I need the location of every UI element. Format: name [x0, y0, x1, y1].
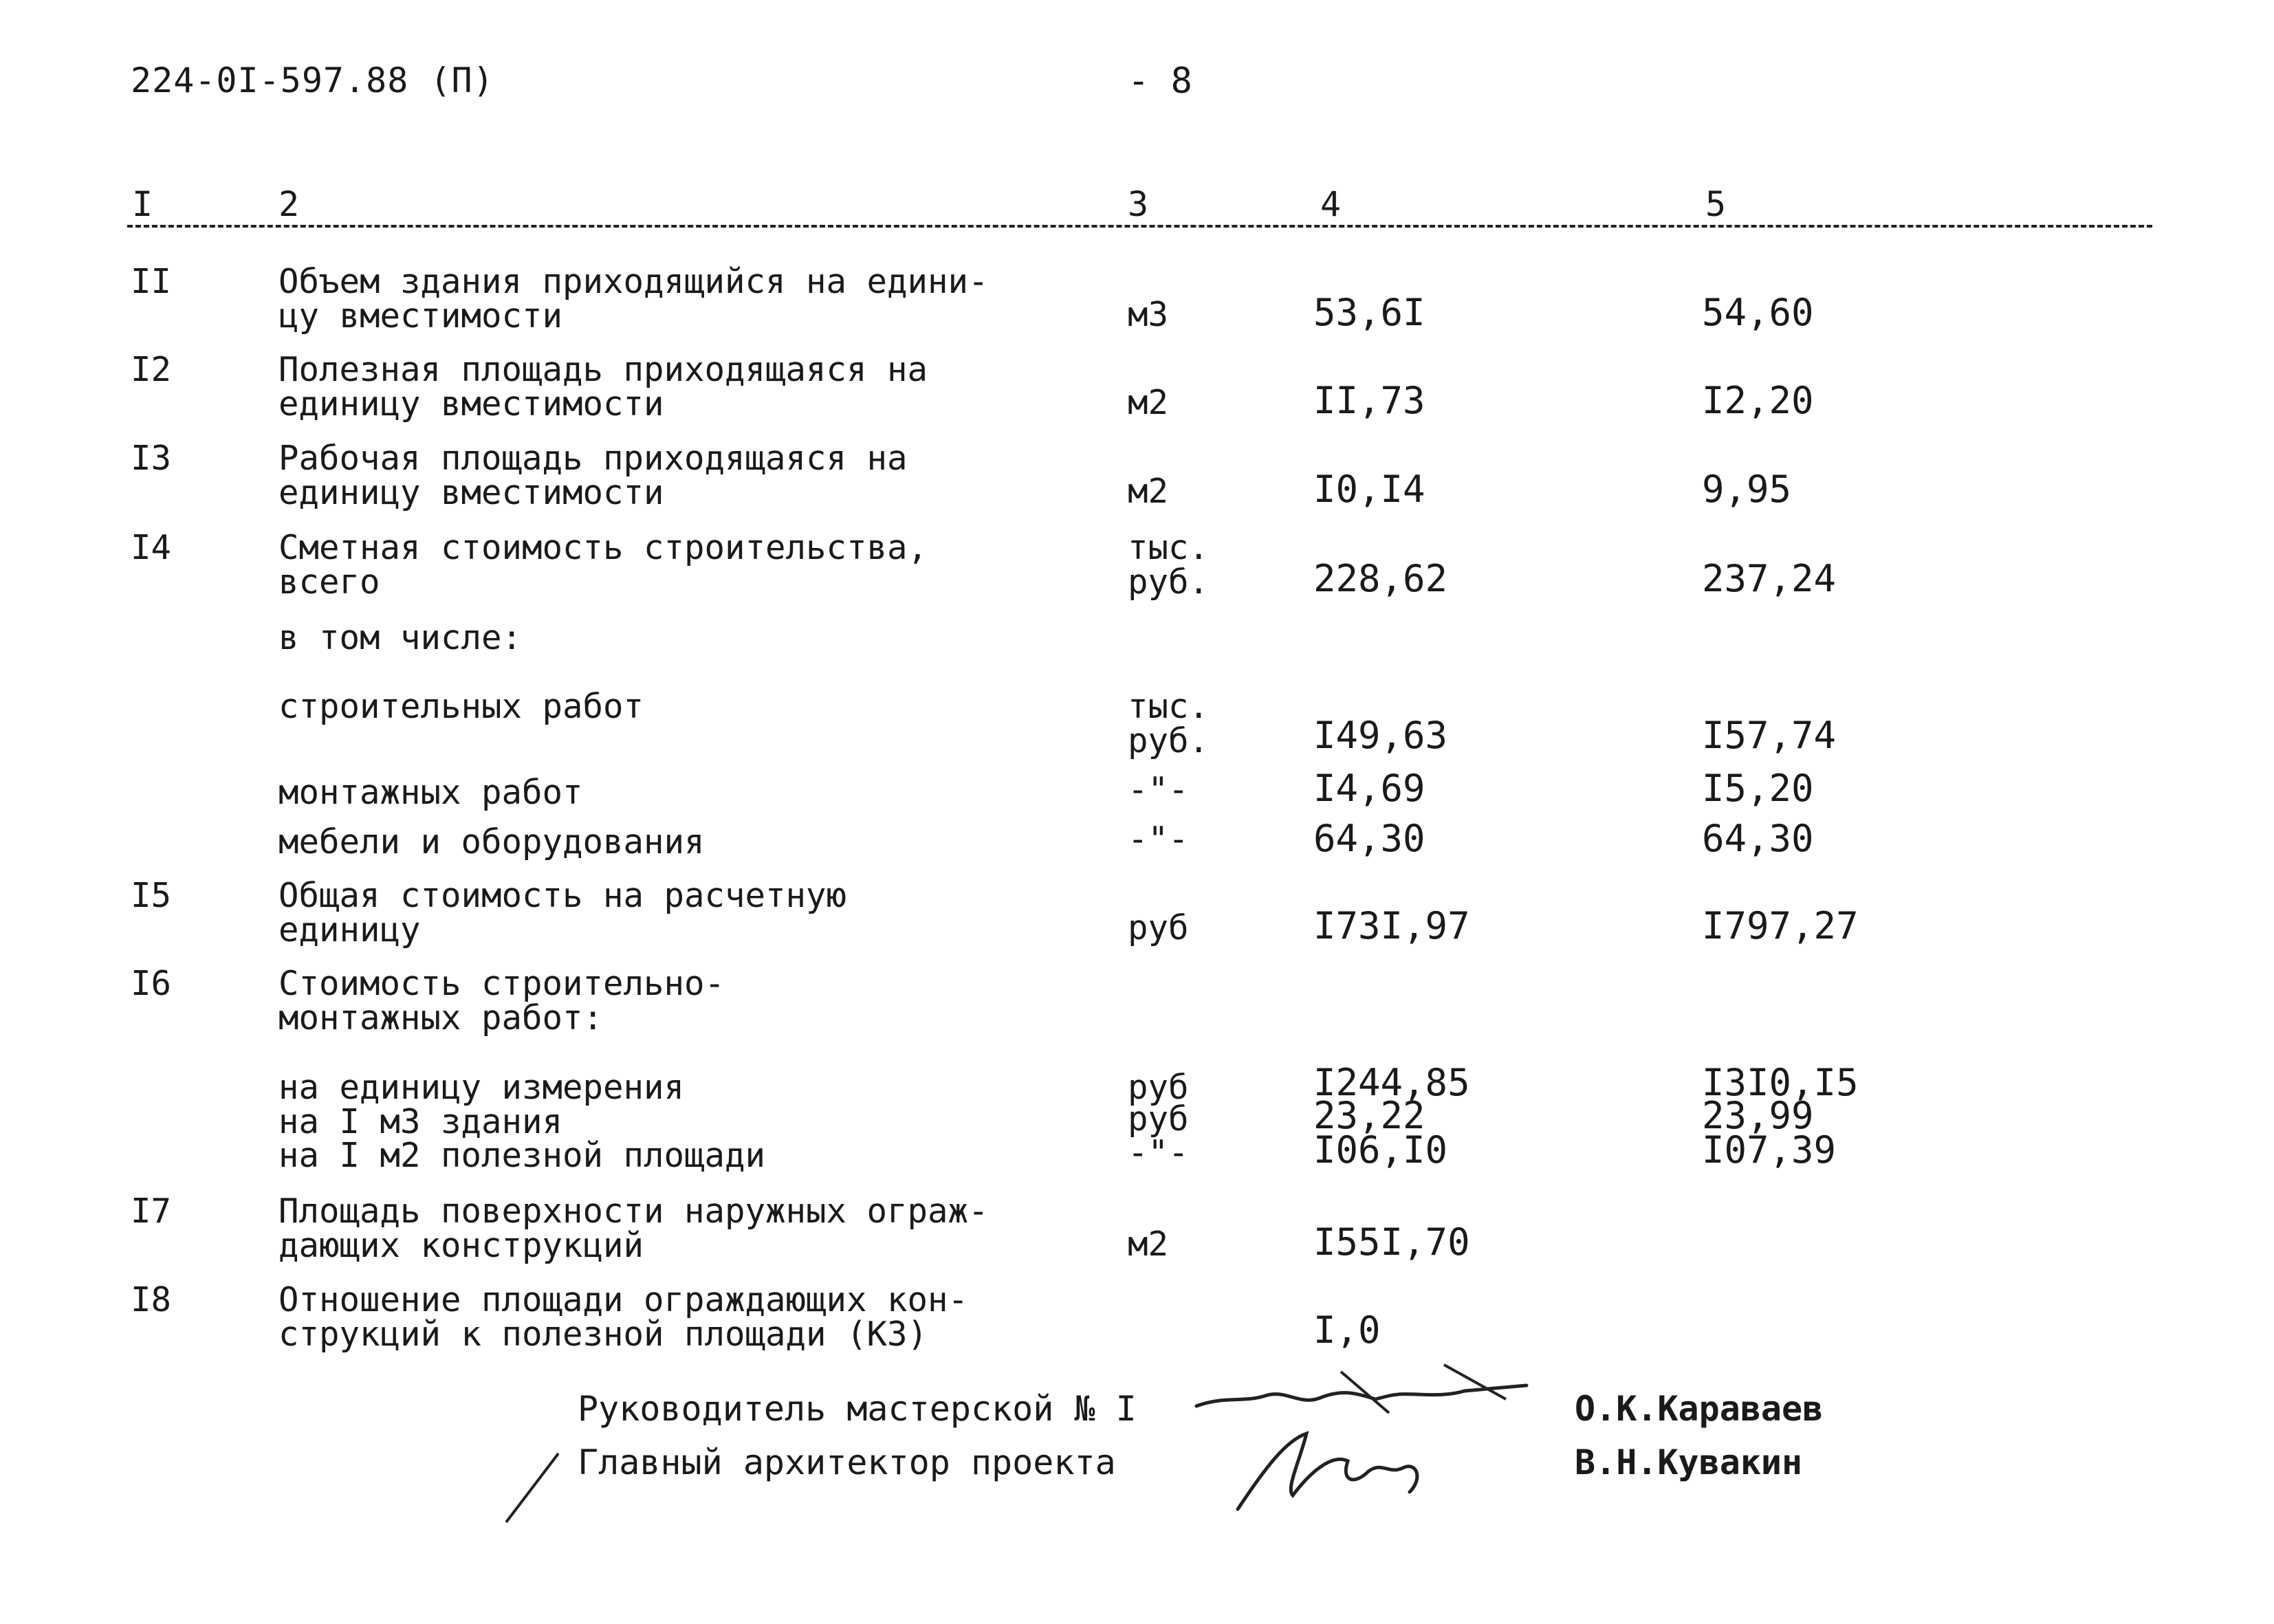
row-unit: м2	[1128, 472, 1169, 511]
row-value-col4: 23,22	[1313, 1094, 1425, 1137]
row-value-col5: 23,99	[1702, 1094, 1814, 1137]
row-number: I6	[131, 964, 172, 1003]
row-subheading: в том числе:	[278, 618, 523, 657]
signatory-role: Руководитель мастерской № I	[578, 1389, 1137, 1429]
row-value-col5: I3I0,I5	[1702, 1061, 1859, 1104]
row-unit: руб	[1128, 1068, 1189, 1107]
row-description: на I м2 полезной площади	[278, 1136, 766, 1175]
row-description: мебели и оборудования	[278, 822, 705, 862]
row-value-col5: 64,30	[1702, 817, 1814, 860]
row-description: Стоимость строительно- монтажных работ:	[278, 964, 725, 1038]
row-value-col4: 64,30	[1313, 817, 1425, 860]
column-header-3: 3	[1128, 184, 1149, 224]
row-number: I2	[131, 350, 172, 389]
column-header-2: 2	[278, 184, 300, 224]
header-divider	[127, 225, 2152, 228]
row-unit: тыс. руб.	[1128, 687, 1210, 760]
row-unit: м2	[1128, 383, 1169, 422]
document-code: 224-0I-597.88 (П)	[131, 61, 494, 100]
row-value-col5: I57,74	[1702, 714, 1837, 757]
row-number: I3	[131, 439, 172, 478]
row-value-col4: 228,62	[1313, 557, 1448, 600]
row-description: Площадь поверхности наружных ограж- дающих конструкций	[278, 1192, 989, 1265]
row-value-col4: I4,69	[1313, 767, 1425, 810]
row-unit: руб	[1128, 908, 1189, 947]
row-value-col5: I797,27	[1702, 904, 1859, 947]
row-value-col4: 53,6I	[1313, 291, 1425, 334]
row-description: Рабочая площадь приходящаяся на единицу вместимости	[278, 439, 908, 512]
row-value-col5: 9,95	[1702, 468, 1792, 511]
row-unit: -"-	[1128, 820, 1189, 859]
row-value-col4: I0,I4	[1313, 468, 1425, 511]
row-unit: тыс. руб.	[1128, 528, 1210, 602]
row-description: на единицу измерения	[278, 1068, 685, 1107]
row-value-col4: I49,63	[1313, 714, 1448, 757]
row-description: Общая стоимость на расчетную единицу	[278, 876, 847, 950]
row-description: Объем здания приходящийся на едини- цу вместимости	[278, 262, 989, 336]
signatory-role: Главный архитектор проекта	[578, 1442, 1116, 1482]
signatory-name: В.Н.Кувакин	[1575, 1442, 1803, 1482]
row-value-col5: I5,20	[1702, 767, 1814, 810]
handwritten-signature	[1183, 1358, 1540, 1523]
row-value-col4: II,73	[1313, 379, 1425, 422]
row-unit: м3	[1128, 295, 1169, 334]
row-unit: руб	[1128, 1099, 1189, 1139]
row-value-col5: 54,60	[1702, 291, 1814, 334]
row-value-col4: I244,85	[1313, 1061, 1470, 1104]
row-value-col4: I06,I0	[1313, 1128, 1448, 1172]
row-description: на I м3 здания	[278, 1102, 563, 1141]
row-value-col4: I,0	[1313, 1308, 1381, 1352]
row-number: I8	[131, 1280, 172, 1319]
row-value-col5: 237,24	[1702, 557, 1837, 600]
row-description: Отношение площади ограждающих кон- струкций к полезной площади (КЗ)	[278, 1280, 969, 1354]
row-number: I5	[131, 876, 172, 915]
row-description: строительных работ	[278, 687, 644, 726]
row-unit: -"-	[1128, 1133, 1189, 1172]
row-unit: -"-	[1128, 770, 1189, 809]
row-number: I7	[131, 1192, 172, 1231]
row-value-col5: I07,39	[1702, 1128, 1837, 1172]
page-number: - 8	[1128, 61, 1192, 102]
row-value-col5: I2,20	[1702, 379, 1814, 422]
signatory-name: О.К.Караваев	[1575, 1389, 1824, 1429]
row-unit: м2	[1128, 1225, 1169, 1264]
row-value-col4: I73I,97	[1313, 904, 1470, 947]
row-value-col4: I55I,70	[1313, 1220, 1470, 1264]
row-description: Полезная площадь приходящаяся на единицу вместимости	[278, 350, 928, 424]
column-header-1: I	[132, 184, 153, 224]
column-header-4: 4	[1320, 184, 1342, 224]
column-header-5: 5	[1705, 184, 1727, 224]
row-number: II	[131, 262, 172, 301]
row-description: Сметная стоимость строительства, всего	[278, 528, 928, 602]
row-description: монтажных работ	[278, 773, 583, 812]
row-number: I4	[131, 528, 172, 567]
margin-slash-mark	[502, 1451, 564, 1526]
